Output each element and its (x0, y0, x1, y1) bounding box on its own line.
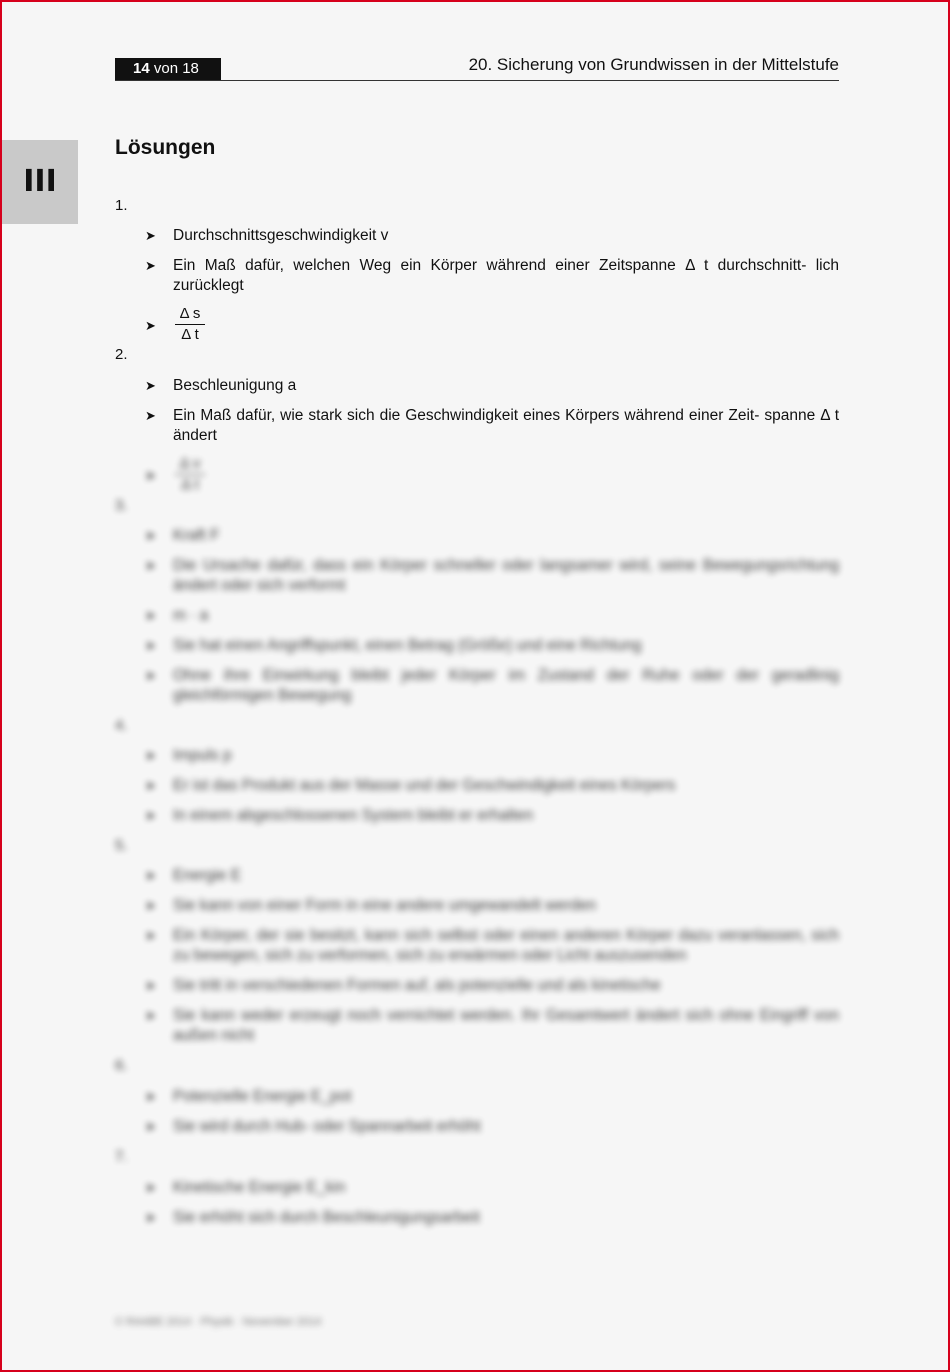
list-item-text: Er ist das Produkt aus der Masse und der Geschwindigkeit eines Körpers (173, 777, 676, 794)
arrow-bullet-icon: ➤ (145, 378, 156, 393)
list-item-text: Kraft F (173, 527, 220, 544)
list-item-text: Impuls p (173, 747, 232, 764)
arrow-bullet-icon: ➤ (145, 408, 156, 423)
question-number: 4. (115, 717, 128, 734)
arrow-bullet-icon: ➤ (145, 528, 156, 543)
list-item-text: Sie hat einen Angriffspunkt, einen Betrag (Größe) und eine Richtung (173, 637, 642, 654)
formula-fraction (175, 454, 205, 495)
formula-fraction (175, 304, 205, 345)
question-number: 1. (115, 197, 128, 214)
fraction-denominator: Δ t (181, 326, 199, 343)
list-item-text: Ein Maß dafür, wie stark sich die Geschwindigkeit eines Körpers während einer Zeit- spanne Δ t ändert (173, 407, 839, 444)
question-number: 5. (115, 837, 128, 854)
page-footer: © RAABE 2014 · Physik · November 2014 (115, 1316, 322, 1328)
list-item-text: Potenzielle Energie E_pot (173, 1088, 352, 1105)
arrow-bullet-icon: ➤ (145, 868, 156, 883)
fraction-numerator: Δ s (175, 304, 205, 325)
arrow-bullet-icon: ➤ (145, 778, 156, 793)
arrow-bullet-icon: ➤ (145, 898, 156, 913)
list-item-text: Durchschnittsgeschwindigkeit v (173, 227, 389, 244)
page-counter (115, 58, 221, 80)
header-title: 20. Sicherung von Grundwissen in der Mittelstufe (468, 55, 839, 74)
list-item-text: Beschleunigung a (173, 377, 297, 394)
list-item-text: Die Ursache dafür, dass ein Körper schneller oder langsamer wird, seine Bewegungsrichtung ändert oder sich verformt (173, 557, 839, 594)
list-item-text: Ein Maß dafür, welchen Weg ein Körper während einer Zeitspanne Δ t durchschnitt- lich zurücklegt (173, 257, 839, 294)
list-item-text: Ohne ihre Einwirkung bleibt jeder Körper im Zustand der Ruhe oder der geradlinig gleichförmigen Bewegung (173, 667, 839, 704)
arrow-bullet-icon: ➤ (145, 1089, 156, 1104)
list-item-text: Sie erhöht sich durch Beschleunigungsarbeit (173, 1209, 480, 1226)
list-item-text: Sie wird durch Hub- oder Spannarbeit erhöht (173, 1118, 481, 1135)
arrow-bullet-icon: ➤ (145, 558, 156, 573)
list-item-text: Sie kann von einer Form in eine andere umgewandelt werden (173, 897, 597, 914)
arrow-bullet-icon: ➤ (145, 1008, 156, 1023)
question-number: 6. (115, 1057, 128, 1074)
arrow-bullet-icon: ➤ (145, 1119, 156, 1134)
arrow-bullet-icon: ➤ (145, 1210, 156, 1225)
arrow-bullet-icon: ➤ (145, 1180, 156, 1195)
arrow-bullet-icon: ➤ (145, 608, 156, 623)
list-item-text: Sie tritt in verschiedenen Formen auf, als potenzielle und als kinetische (173, 977, 661, 994)
arrow-bullet-icon: ➤ (145, 228, 156, 243)
arrow-bullet-icon: ➤ (145, 468, 156, 483)
page-total: von 18 (153, 60, 199, 77)
section-title: Lösungen (115, 136, 216, 159)
list-item-text: In einem abgeschlossenen System bleibt er erhalten (173, 807, 534, 824)
list-item-text: m · a (173, 607, 209, 624)
fraction-denominator: Δ t (181, 476, 199, 493)
question-number: 7. (115, 1148, 128, 1165)
list-item-text: Kinetische Energie E_kin (173, 1179, 346, 1196)
list-item-text: Sie kann weder erzeugt noch vernichtet werden. Ihr Gesamtwert ändert sich ohne Eingriff von außen nicht (173, 1007, 839, 1044)
arrow-bullet-icon: ➤ (145, 318, 156, 333)
list-item-text: Energie E (173, 867, 242, 884)
page-header (115, 54, 839, 81)
arrow-bullet-icon: ➤ (145, 258, 156, 273)
arrow-bullet-icon: ➤ (145, 748, 156, 763)
arrow-bullet-icon: ➤ (145, 978, 156, 993)
fraction-numerator: Δ v (175, 454, 205, 475)
arrow-bullet-icon: ➤ (145, 638, 156, 653)
question-number: 3. (115, 497, 128, 514)
page-number: 14 (133, 60, 150, 77)
list-item-text: Ein Körper, der sie besitzt, kann sich selbst oder einen anderen Körper dazu veranlassen, sich zu bewegen, sich zu verformen, sich zu erwärmen oder Licht auszusenden (173, 927, 839, 964)
arrow-bullet-icon: ➤ (145, 668, 156, 683)
question-number: 2. (115, 346, 128, 363)
arrow-bullet-icon: ➤ (145, 928, 156, 943)
chapter-tab: III (2, 140, 78, 224)
arrow-bullet-icon: ➤ (145, 808, 156, 823)
